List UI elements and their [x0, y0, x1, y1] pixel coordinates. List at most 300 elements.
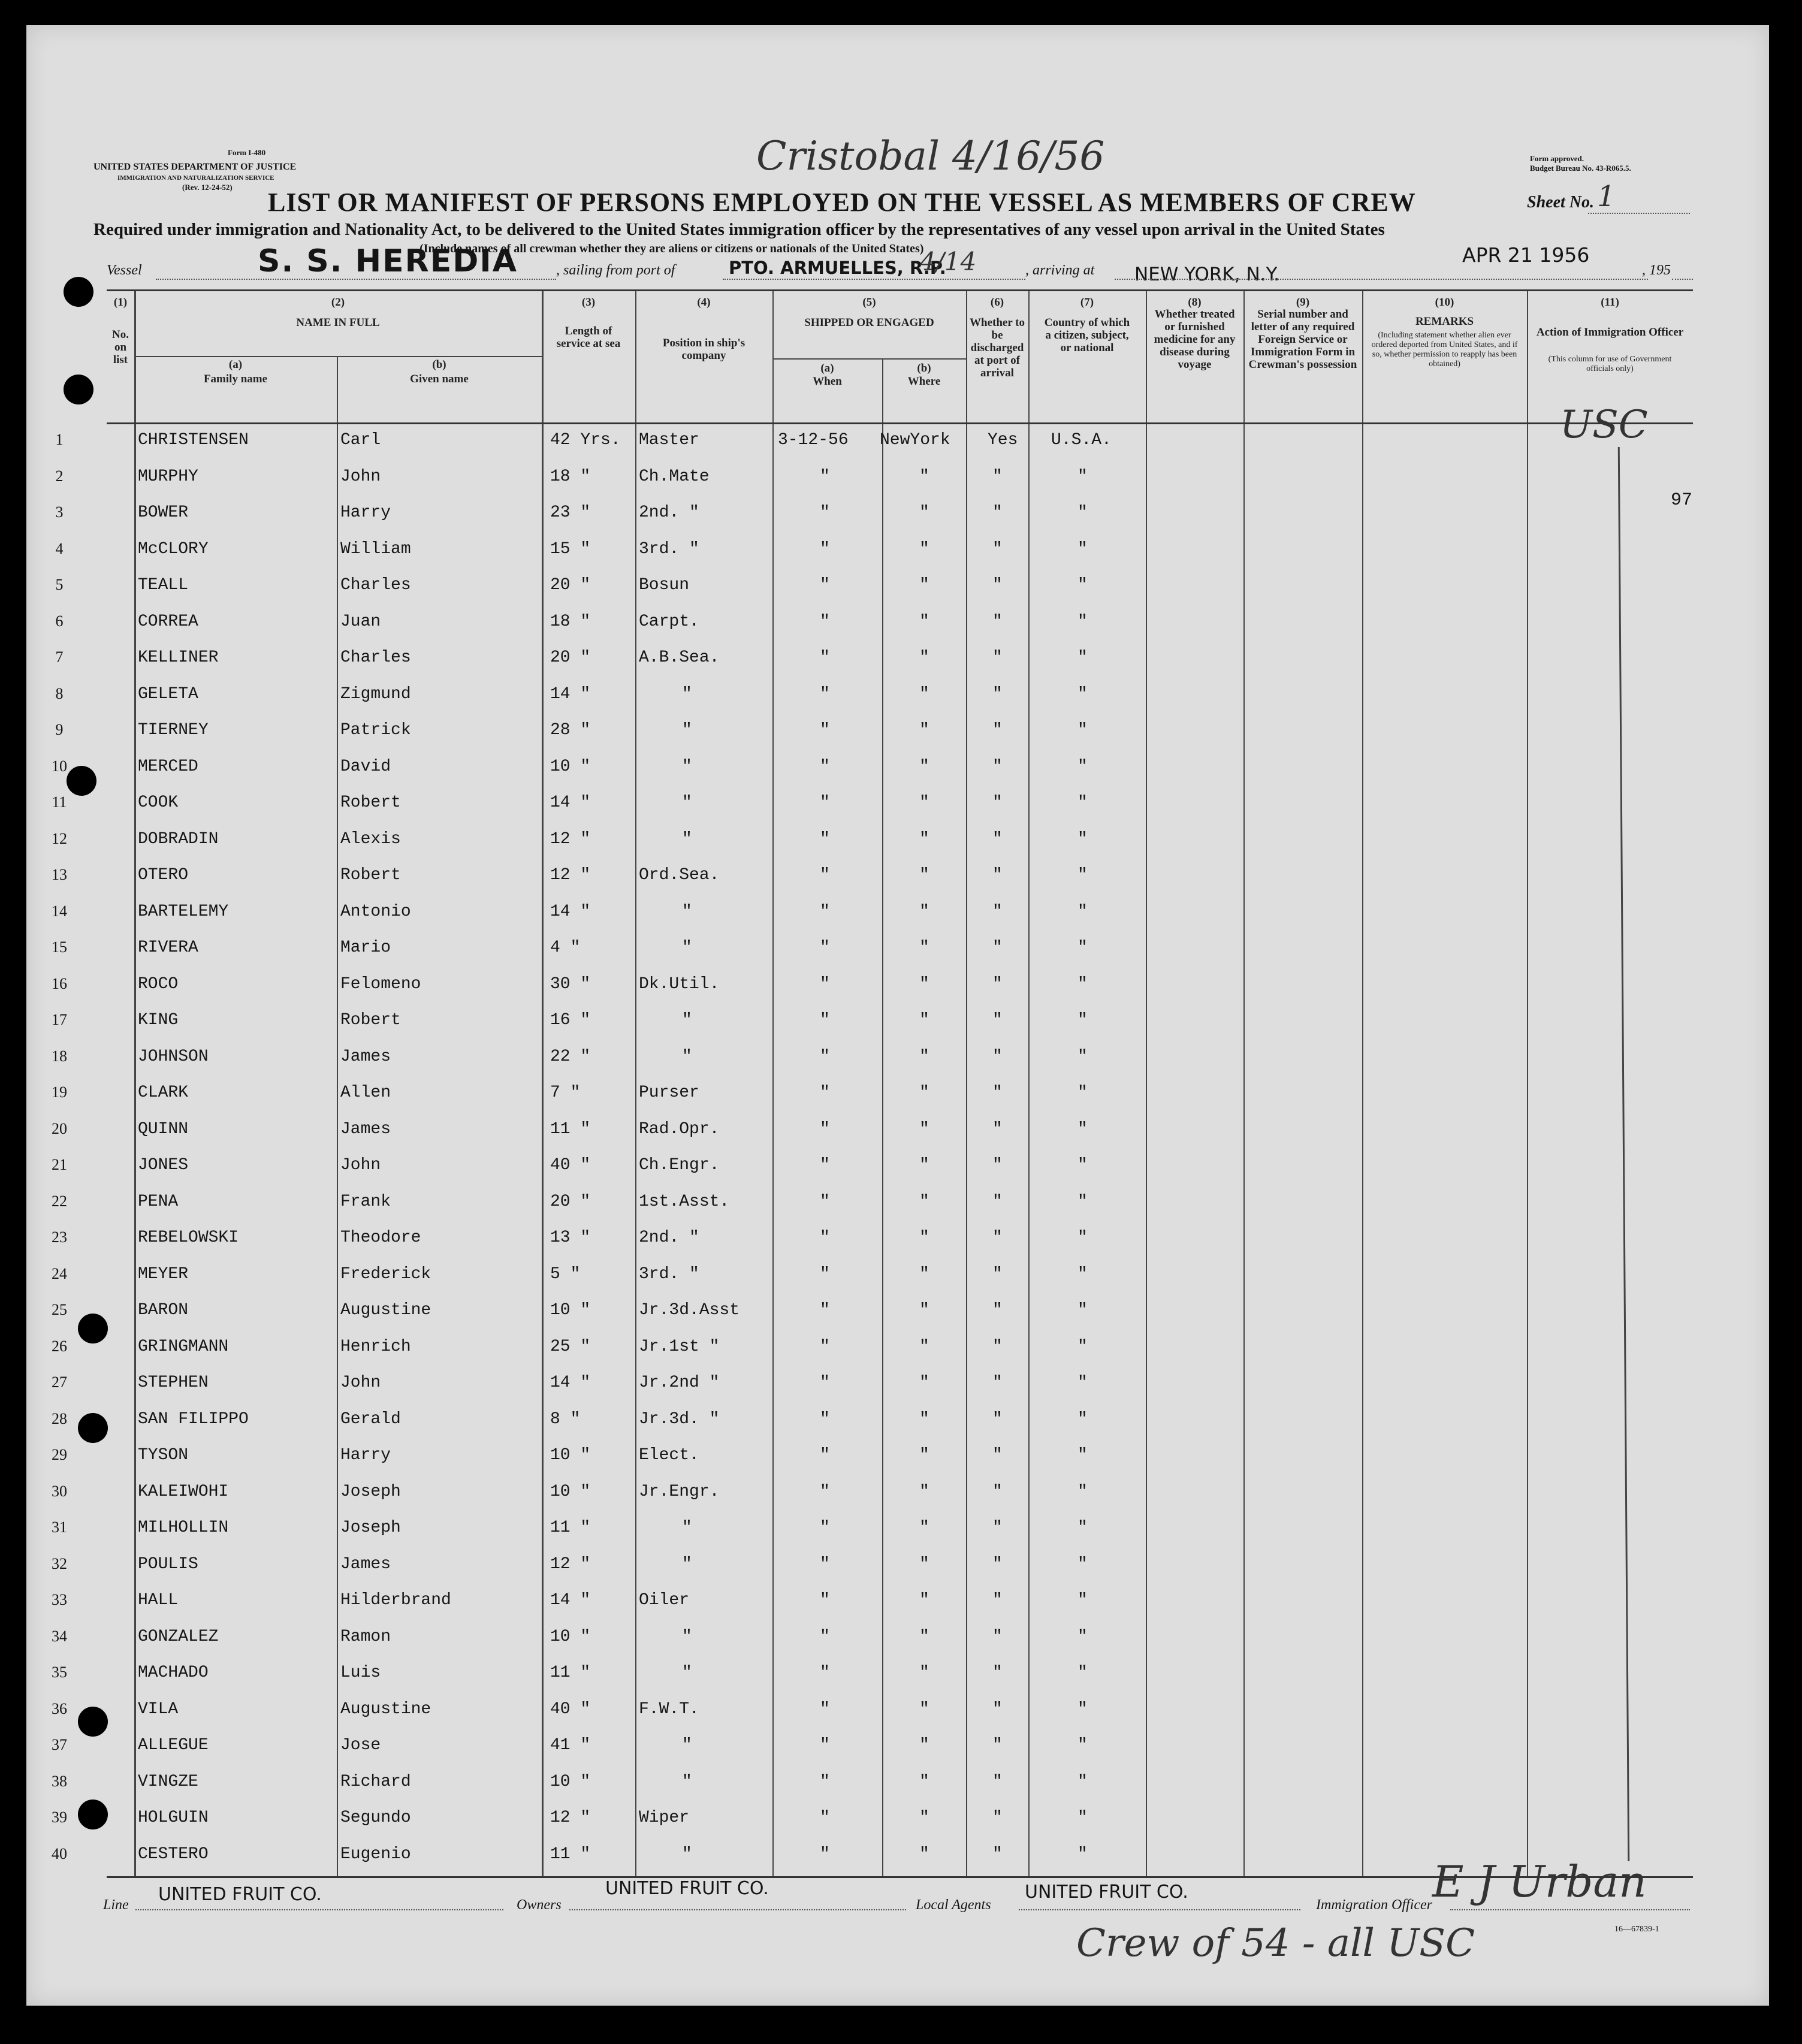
cell-where: " [919, 1047, 929, 1066]
cell-where: " [919, 1265, 929, 1284]
cell-where: " [919, 1591, 929, 1610]
cell-given: Mario [340, 938, 391, 957]
cell-length: 30 " [550, 975, 591, 994]
row-number: 38 [52, 1773, 67, 1790]
cell-when: " [820, 1120, 830, 1139]
cell-given: Felomeno [340, 975, 421, 994]
cell-when: " [820, 1700, 830, 1719]
cell-country: " [1077, 612, 1088, 631]
cell-family: POULIS [138, 1555, 198, 1574]
row-number: 2 [55, 467, 64, 485]
cell-discharged: " [992, 793, 1003, 812]
cell-country: " [1077, 1555, 1088, 1574]
cell-country: " [1077, 648, 1088, 667]
cell-country: " [1077, 830, 1088, 849]
crew-table [52, 289, 1693, 1878]
cell-family: OTERO [138, 866, 189, 884]
cell-discharged: " [992, 1628, 1003, 1646]
sailing-date-handwritten: 4/14 [920, 247, 977, 276]
cell-given: Charles [340, 576, 411, 594]
cell-family: McCLORY [138, 540, 209, 558]
cell-country: " [1077, 793, 1088, 812]
row-number: 20 [52, 1120, 67, 1137]
table-row [52, 1439, 1693, 1475]
cell-family: TEALL [138, 576, 189, 594]
cell-position: 1st.Asst. [639, 1192, 730, 1211]
cell-given: Joseph [340, 1518, 401, 1537]
table-row [52, 1004, 1693, 1040]
cell-position: " [682, 1518, 692, 1537]
cell-country: " [1077, 1083, 1088, 1102]
cell-position: " [682, 1773, 692, 1791]
cell-discharged: " [992, 866, 1003, 884]
table-row [55, 496, 1693, 533]
cell-given: Segundo [340, 1808, 411, 1827]
cell-where: " [919, 1373, 929, 1392]
form-number: Form I-480 [228, 148, 266, 157]
cell-country: " [1077, 576, 1088, 594]
cell-position: 3rd. " [639, 540, 699, 558]
cell-length: 5 " [550, 1265, 581, 1284]
cell-position: Ch.Mate [639, 467, 710, 486]
col-11-number: (11) [1601, 296, 1619, 309]
cell-when: " [820, 902, 830, 921]
cell-length: 12 " [550, 830, 591, 849]
row-number: 34 [52, 1628, 67, 1645]
cell-where: " [919, 1410, 929, 1429]
row-number: 4 [55, 540, 64, 557]
cell-family: HOLGUIN [138, 1808, 209, 1827]
cell-when: " [820, 1156, 830, 1175]
cell-length: 11 " [550, 1663, 591, 1682]
cell-family: REBELOWSKI [138, 1228, 239, 1247]
table-row [55, 569, 1693, 605]
row-number: 11 [52, 793, 67, 811]
cell-position: A.B.Sea. [639, 648, 720, 667]
cell-discharged: " [992, 1518, 1003, 1537]
cell-length: 20 " [550, 576, 591, 594]
cell-given: Augustine [340, 1301, 431, 1320]
cell-family: TYSON [138, 1446, 189, 1465]
department-name: UNITED STATES DEPARTMENT OF JUSTICE [93, 162, 297, 172]
cell-discharged: " [992, 1845, 1003, 1864]
cell-country: " [1077, 1120, 1088, 1139]
cell-length: 12 " [550, 866, 591, 884]
cell-given: Zigmund [340, 685, 411, 704]
table-row [52, 1330, 1693, 1367]
cell-family: GRINGMANN [138, 1337, 229, 1356]
cell-when: " [820, 1337, 830, 1356]
cell-family: CORREA [138, 612, 198, 631]
cell-length: 10 " [550, 1483, 591, 1501]
cell-given: Jose [340, 1736, 381, 1755]
cell-when: " [820, 830, 830, 849]
cell-discharged: " [992, 576, 1003, 594]
cell-length: 20 " [550, 648, 591, 667]
row-number: 37 [52, 1736, 67, 1753]
cell-discharged: " [992, 1555, 1003, 1574]
cell-discharged: " [992, 1011, 1003, 1029]
cell-position: Master [639, 431, 699, 449]
cell-where: " [919, 648, 929, 667]
row-number: 13 [52, 866, 67, 883]
cell-given: John [340, 1373, 381, 1392]
budget-bureau: Budget Bureau No. 43-R065.5. [1530, 164, 1631, 173]
table-row [52, 1656, 1693, 1693]
table-row [52, 895, 1693, 932]
row-number: 9 [55, 721, 64, 738]
row-number: 29 [52, 1446, 67, 1463]
cell-position: " [682, 1047, 692, 1066]
cell-length: 4 " [550, 938, 581, 957]
cell-country: " [1077, 1773, 1088, 1791]
cell-where: " [919, 1555, 929, 1574]
cell-when: " [820, 503, 830, 522]
cell-given: Frederick [340, 1265, 431, 1284]
cell-length: 12 " [550, 1555, 591, 1574]
cell-where: " [919, 1736, 929, 1755]
year-suffix: , 195 [1642, 262, 1671, 278]
table-row [52, 1511, 1693, 1548]
table-row [52, 1403, 1693, 1439]
cell-family: BARTELEMY [138, 902, 229, 921]
cell-discharged: " [992, 685, 1003, 704]
usc-annotation: USC [1560, 403, 1648, 447]
cell-length: 42 Yrs. [550, 431, 621, 449]
col-7-header: Country of which a citizen, subject, or national [1044, 316, 1130, 354]
cell-where: " [919, 1228, 929, 1247]
cell-country: " [1077, 1591, 1088, 1610]
row-number: 30 [52, 1483, 67, 1500]
row-number: 16 [52, 975, 67, 992]
cell-where: " [919, 830, 929, 849]
cell-given: William [340, 540, 411, 558]
cell-family: ALLEGUE [138, 1736, 209, 1755]
cell-when: " [820, 685, 830, 704]
cell-position: " [682, 757, 692, 776]
cell-length: 15 " [550, 540, 591, 558]
cell-position: Jr.2nd " [639, 1373, 720, 1392]
row-number: 24 [52, 1265, 67, 1282]
cell-family: QUINN [138, 1120, 189, 1139]
cell-where: " [919, 721, 929, 739]
cell-where: " [919, 612, 929, 631]
col-11-note: (This column for use of Government officials only) [1548, 355, 1672, 373]
cell-family: KING [138, 1011, 179, 1029]
cell-discharged: " [992, 1228, 1003, 1247]
row-number: 1 [55, 431, 64, 448]
cell-length: 10 " [550, 1301, 591, 1320]
row-number: 39 [52, 1808, 67, 1826]
table-row [55, 424, 1693, 460]
cell-country: " [1077, 721, 1088, 739]
col-7-number: (7) [1080, 296, 1094, 309]
cell-when: " [820, 1736, 830, 1755]
crew-total-note: Crew of 54 - all USC [1076, 1921, 1475, 1965]
col-3-header: Length of service at sea [556, 325, 621, 350]
cell-length: 23 " [550, 503, 591, 522]
cell-discharged: " [992, 1156, 1003, 1175]
cell-when: " [820, 576, 830, 594]
cell-where: " [919, 1518, 929, 1537]
row-number: 31 [52, 1518, 67, 1536]
cell-length: 10 " [550, 1628, 591, 1646]
cell-when: " [820, 1301, 830, 1320]
cell-given: Robert [340, 866, 401, 884]
cell-when: " [820, 1410, 830, 1429]
col-10-header: REMARKS [1415, 315, 1474, 328]
table-row [52, 1801, 1693, 1838]
col-2-number: (2) [331, 296, 345, 309]
cell-when: " [820, 1011, 830, 1029]
col-4-number: (4) [697, 296, 711, 309]
cell-discharged: " [992, 1265, 1003, 1284]
cell-when: " [820, 648, 830, 667]
cell-family: PENA [138, 1192, 179, 1211]
cell-country: " [1077, 757, 1088, 776]
cell-country: " [1077, 1156, 1088, 1175]
row-number: 27 [52, 1373, 67, 1391]
cell-where: " [919, 1083, 929, 1102]
cell-discharged: " [992, 612, 1003, 631]
line-value: UNITED FRUIT CO. [158, 1884, 322, 1905]
table-row [52, 931, 1693, 968]
cell-given: Richard [340, 1773, 411, 1791]
cell-family: STEPHEN [138, 1373, 209, 1392]
table-row [52, 1765, 1693, 1802]
row-number: 23 [52, 1228, 67, 1246]
cell-where: " [919, 1808, 929, 1827]
side-number: 97 [1671, 490, 1693, 511]
cell-length: 28 " [550, 721, 591, 739]
arriving-port: NEW YORK, N.Y. [1134, 264, 1280, 285]
cell-family: COOK [138, 793, 179, 812]
table-row [52, 1729, 1693, 1765]
col-6-header: Whether to be discharged at port of arrival [970, 316, 1025, 379]
cell-discharged: " [992, 757, 1003, 776]
form-revision: (Rev. 12-24-52) [182, 183, 233, 192]
cell-given: Luis [340, 1663, 381, 1682]
row-number: 6 [55, 612, 64, 630]
cell-where: " [919, 793, 929, 812]
row-number: 21 [52, 1156, 67, 1173]
row-number: 40 [52, 1845, 67, 1862]
table-row [52, 1584, 1693, 1620]
row-number: 28 [52, 1410, 67, 1427]
cell-position: Carpt. [639, 612, 699, 631]
cell-country: " [1077, 938, 1088, 957]
cell-position: Bosun [639, 576, 690, 594]
table-row [52, 1076, 1693, 1113]
cell-family: KALEIWOHI [138, 1483, 229, 1501]
cell-where: " [919, 1663, 929, 1682]
cell-discharged: " [992, 1410, 1003, 1429]
cell-when: " [820, 1555, 830, 1574]
row-number: 5 [55, 576, 64, 593]
cell-family: DOBRADIN [138, 830, 219, 849]
cell-family: JOHNSON [138, 1047, 209, 1066]
cell-position: 2nd. " [639, 1228, 699, 1247]
cell-discharged: " [992, 1591, 1003, 1610]
arrival-date-stamp: APR 21 1956 [1462, 243, 1590, 267]
cell-discharged: " [992, 1373, 1003, 1392]
cell-country: " [1077, 1047, 1088, 1066]
cell-family: MURPHY [138, 467, 198, 486]
cell-given: Allen [340, 1083, 391, 1102]
row-number: 22 [52, 1192, 67, 1210]
table-row [52, 859, 1693, 895]
cell-position: " [682, 938, 692, 957]
cell-country: " [1077, 902, 1088, 921]
cell-discharged: " [992, 503, 1003, 522]
cell-length: 14 " [550, 793, 591, 812]
cell-where: " [919, 1337, 929, 1356]
cell-family: GONZALEZ [138, 1628, 219, 1646]
cell-length: 10 " [550, 1773, 591, 1791]
cell-where: " [919, 938, 929, 957]
cell-position: Jr.3d.Asst [639, 1301, 740, 1320]
cell-position: " [682, 1845, 692, 1864]
cell-family: JONES [138, 1156, 189, 1175]
col-4-header: Position in ship's company [662, 337, 745, 362]
cell-discharged: " [992, 1192, 1003, 1211]
col-5b-letter: (b) [917, 362, 931, 375]
cell-family: ROCO [138, 975, 179, 994]
cell-country: " [1077, 1845, 1088, 1864]
cell-when: 3-12-56 [778, 431, 849, 449]
cell-where: " [919, 902, 929, 921]
table-row [55, 605, 1693, 642]
cell-given: Alexis [340, 830, 401, 849]
cell-discharged: " [992, 540, 1003, 558]
table-row [55, 641, 1693, 678]
cell-position: Ch.Engr. [639, 1156, 720, 1175]
cell-length: 18 " [550, 612, 591, 631]
cell-where: " [919, 540, 929, 558]
form-subtitle: Required under immigration and Nationality Act, to be delivered to the United States immigration officer by the representatives of any vessel upon arrival in the United States [93, 220, 1385, 239]
col-8-number: (8) [1188, 296, 1202, 309]
binder-hole [64, 277, 93, 307]
family-name-header: Family name [203, 373, 268, 385]
cell-given: Patrick [340, 721, 411, 739]
officer-signature: E J Urban [1432, 1856, 1647, 1907]
cell-given: Augustine [340, 1700, 431, 1719]
sheet-label: Sheet No. [1527, 193, 1594, 212]
cell-discharged: " [992, 648, 1003, 667]
cell-where: " [919, 1011, 929, 1029]
table-row [55, 678, 1693, 714]
cell-discharged: " [992, 1120, 1003, 1139]
cell-length: 10 " [550, 757, 591, 776]
cell-length: 40 " [550, 1700, 591, 1719]
cell-given: Charles [340, 648, 411, 667]
col-5-header: SHIPPED OR ENGAGED [804, 316, 934, 329]
form-approval: Form approved. [1530, 154, 1584, 163]
cell-length: 11 " [550, 1518, 591, 1537]
cell-given: James [340, 1120, 391, 1139]
cell-discharged: " [992, 1663, 1003, 1682]
sailing-label: , sailing from port of [556, 262, 675, 278]
cell-country: " [1077, 866, 1088, 884]
cell-position: " [682, 1628, 692, 1646]
form-code: 16—67839-1 [1614, 1925, 1659, 1934]
cell-family: BOWER [138, 503, 189, 522]
cell-length: 14 " [550, 1373, 591, 1392]
table-row [52, 823, 1693, 859]
cell-position: " [682, 793, 692, 812]
cell-given: Harry [340, 1446, 391, 1465]
cell-family: VINGZE [138, 1773, 198, 1791]
table-row [52, 1294, 1693, 1330]
cell-position: Elect. [639, 1446, 699, 1465]
cell-position: Rad.Opr. [639, 1120, 720, 1139]
col-2-header: NAME IN FULL [296, 316, 380, 329]
cell-discharged: " [992, 830, 1003, 849]
cell-given: David [340, 757, 391, 776]
cell-country: " [1077, 685, 1088, 704]
cell-position: " [682, 1663, 692, 1682]
cell-country: " [1077, 1011, 1088, 1029]
table-row [55, 714, 1693, 750]
cell-length: 22 " [550, 1047, 591, 1066]
vessel-name: S. S. HEREDIA [258, 243, 518, 279]
cell-when: " [820, 975, 830, 994]
cell-where: " [919, 1845, 929, 1864]
table-row [52, 1475, 1693, 1512]
cell-when: " [820, 938, 830, 957]
cell-given: Harry [340, 503, 391, 522]
cell-length: 8 " [550, 1410, 581, 1429]
cell-country: " [1077, 1663, 1088, 1682]
owners-label: Owners [517, 1897, 562, 1913]
cell-country: " [1077, 1373, 1088, 1392]
cell-when: " [820, 793, 830, 812]
cell-position: " [682, 1555, 692, 1574]
cell-discharged: " [992, 1083, 1003, 1102]
cell-given: Carl [340, 431, 381, 449]
cell-length: 14 " [550, 1591, 591, 1610]
cell-when: " [820, 1047, 830, 1066]
cell-given: John [340, 1156, 381, 1175]
cell-position: Ord.Sea. [639, 866, 720, 884]
col-1-number: (1) [113, 296, 128, 309]
cell-position: " [682, 830, 692, 849]
cell-country: " [1077, 467, 1088, 486]
cell-where: " [919, 1700, 929, 1719]
cell-when: " [820, 1663, 830, 1682]
cell-when: " [820, 1446, 830, 1465]
cell-country: " [1077, 1628, 1088, 1646]
cell-given: James [340, 1047, 391, 1066]
col-9-header: Serial number and letter of any required Foreign Service or Immigration Form in Crewman's possession [1248, 308, 1357, 371]
cell-family: VILA [138, 1700, 179, 1719]
cell-country: " [1077, 1301, 1088, 1320]
cell-discharged: " [992, 1700, 1003, 1719]
cell-when: " [820, 1591, 830, 1610]
cell-country: " [1077, 1192, 1088, 1211]
cell-when: " [820, 1192, 830, 1211]
cell-position: " [682, 685, 692, 704]
handwritten-port-date: Cristobal 4/16/56 [756, 133, 1105, 179]
cell-country: " [1077, 1483, 1088, 1501]
cell-where: " [919, 467, 929, 486]
table-row [52, 1113, 1693, 1149]
cell-where: NewYork [880, 431, 950, 449]
cell-position: Purser [639, 1083, 699, 1102]
service-name: IMMIGRATION AND NATURALIZATION SERVICE [117, 174, 274, 182]
cell-where: " [919, 503, 929, 522]
cell-when: " [820, 1373, 830, 1392]
